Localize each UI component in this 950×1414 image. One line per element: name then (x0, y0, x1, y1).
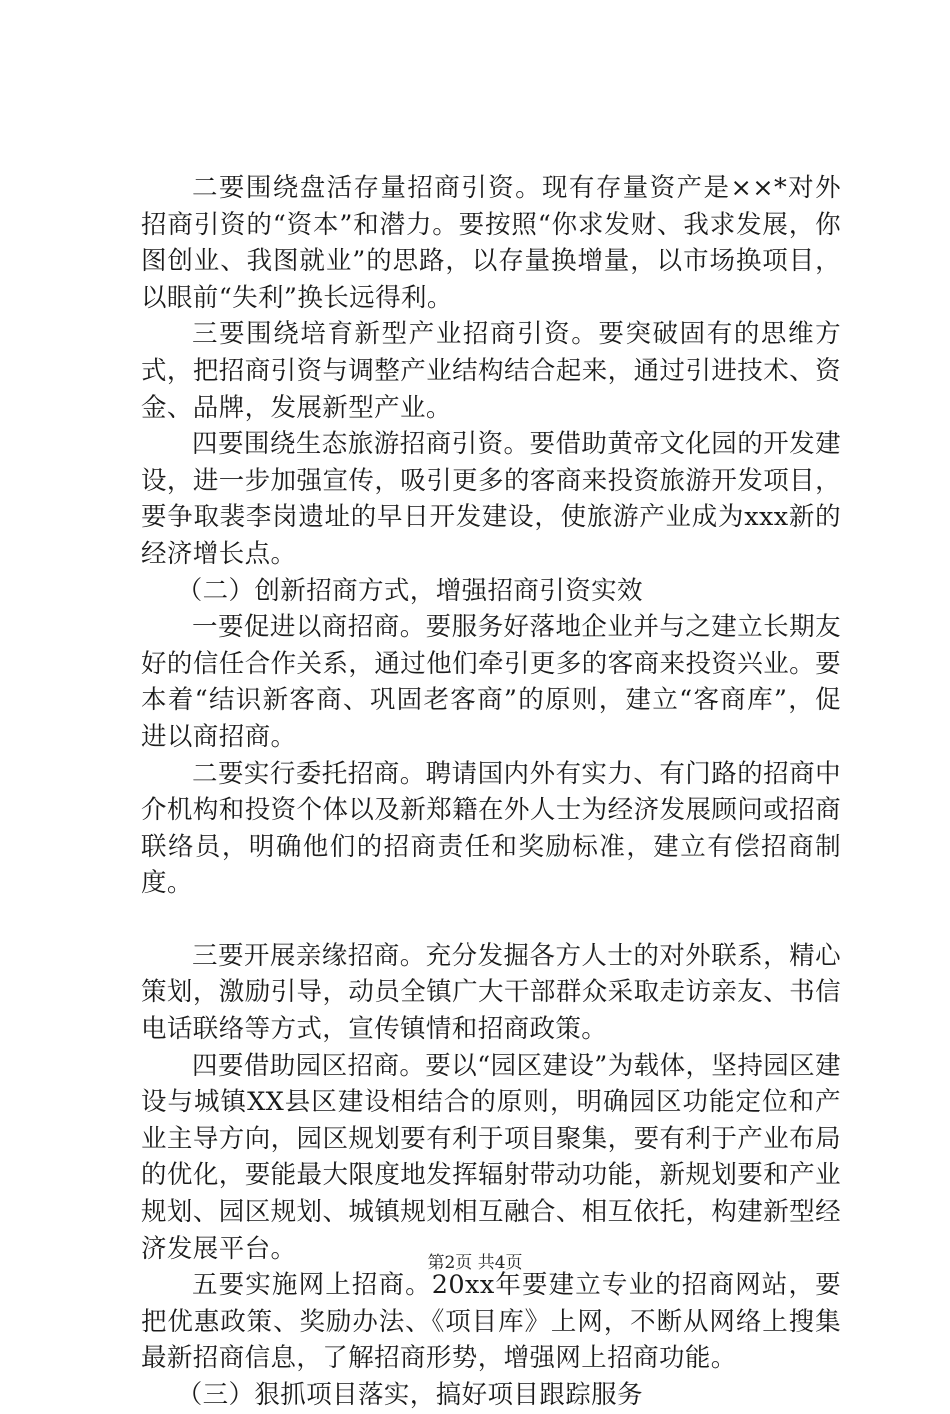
paragraph-business-referral: 一要促进以商招商。要服务好落地企业并与之建立长期友好的信任合作关系，通过他们牵引更多的客商来投资兴业。要本着“结识新客商、巩固老客商”的原则，建立“客商库”，促进以商招商。 (141, 612, 841, 752)
section-heading-3: （三）狠抓项目落实，搞好项目跟踪服务 (176, 1380, 643, 1410)
paragraph-kinship-investment: 三要开展亲缘招商。充分发掘各方人士的对外联系，精心策划，激励引导，动员全镇广大干部群众采取走访亲友、书信电话联络等方式，宣传镇情和招商政策。 (141, 940, 841, 1045)
section-heading-2: （二）创新招商方式，增强招商引资实效 (176, 575, 643, 606)
document-body (141, 170, 841, 1414)
paragraph-revitalize-stock: 二要围绕盘活存量招商引资。现有存量资产是××*对外招商引资的“资本”和潜力。要按照“你求发财、我求发展，你图创业、我图就业”的思路，以存量换增量，以市场换项目，以眼前“失利”换长远得利。 (141, 173, 841, 313)
paragraph-new-industry: 三要围绕培育新型产业招商引资。要突破固有的思维方式，把招商引资与调整产业结构结合起来，通过引进技术、资金、品牌，发展新型产业。 (141, 319, 841, 423)
paragraph-eco-tourism: 四要围绕生态旅游招商引资。要借助黄帝文化园的开发建设，进一步加强宣传，吸引更多的客商来投资旅游开发项目，要争取裴李岗遗址的早日开发建设，使旅游产业成为xxx新的经济增长点。 (141, 429, 841, 569)
paragraph-park-investment: 四要借助园区招商。要以“园区建设”为载体，坚持园区建设与城镇XX县区建设相结合的原则，明确园区功能定位和产业主导方向，园区规划要有利于项目聚集，要有利于产业布局的优化，要能最大限度地发挥辐射带动功能，新规划要和产业规划、园区规划、城镇规划相互融合、相互依托，构建新型经济发展平台。 (141, 1050, 841, 1264)
page-number-footer: 第2页 共4页 (427, 1253, 523, 1273)
paragraph-entrusted-investment: 二要实行委托招商。聘请国内外有实力、有门路的招商中介机构和投资个体以及新郑籍在外人士为经济发展顾问或招商联络员，明确他们的招商责任和奖励标准，建立有偿招商制度。 (141, 758, 841, 899)
paragraph-online-investment: 五要实施网上招商。20xx年要建立专业的招商网站，要把优惠政策、奖励办法、《项目库》上网，不断从网络上搜集最新招商信息，了解招商形势，增强网上招商功能。 (141, 1270, 841, 1374)
